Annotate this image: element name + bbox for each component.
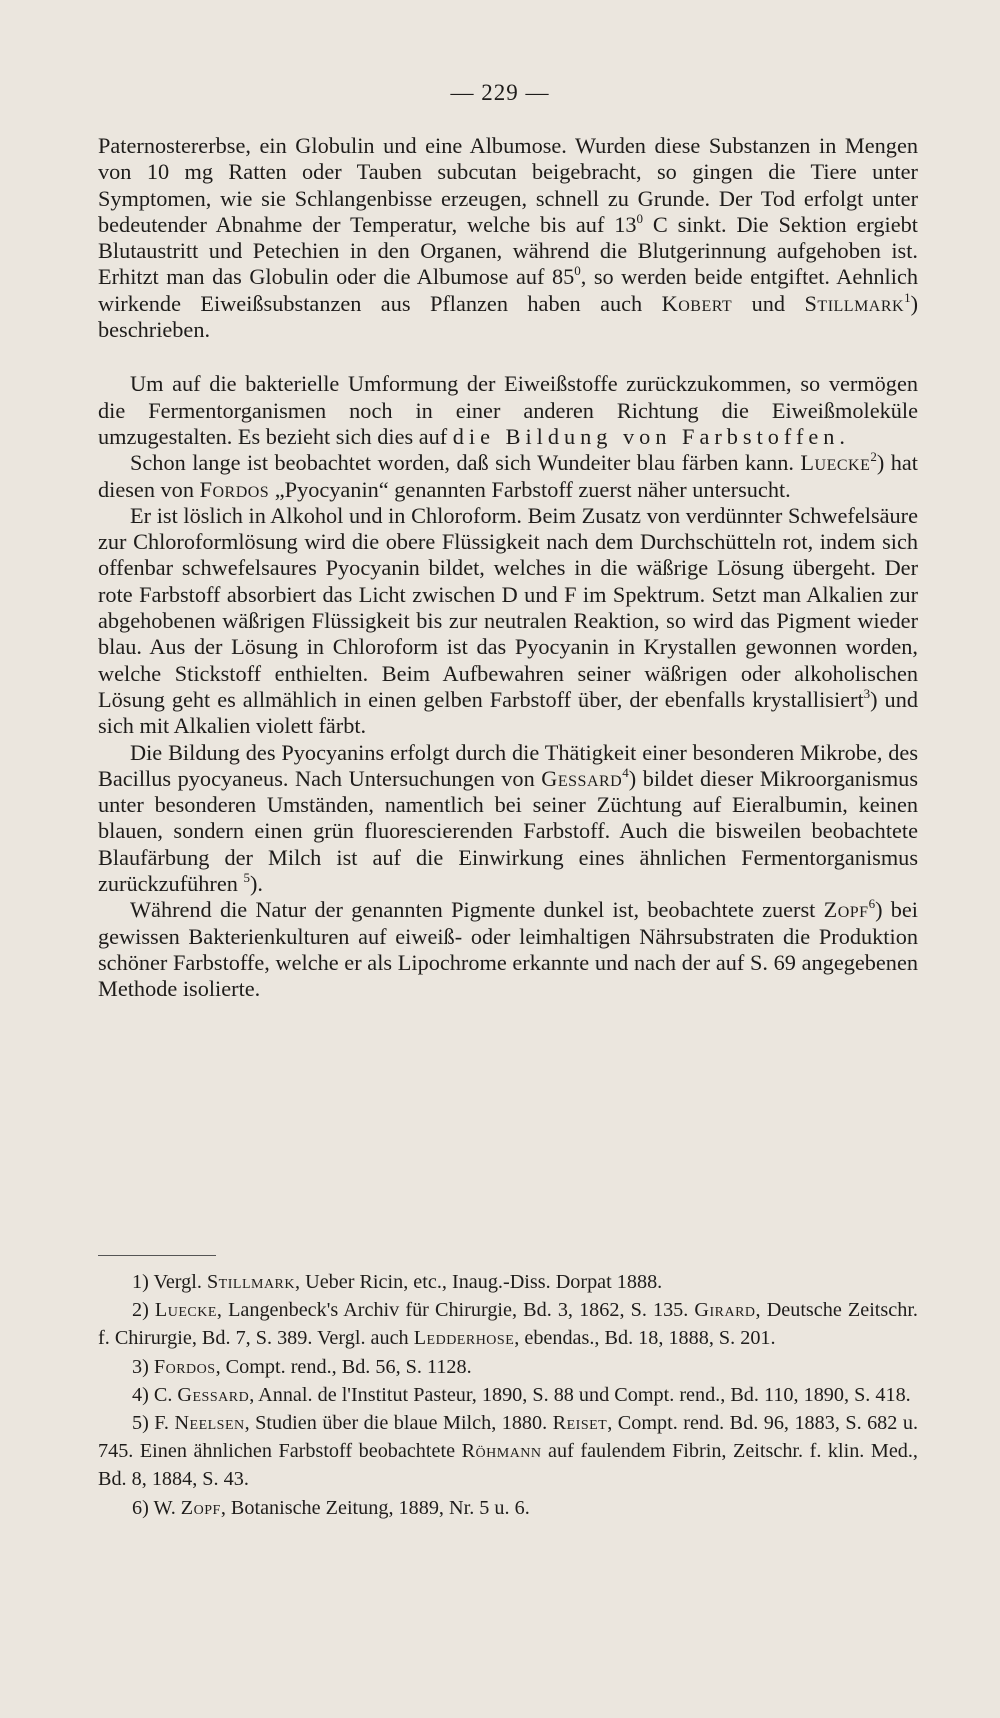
degree-mark: 0 <box>574 263 581 279</box>
footnote-ref[interactable]: 5 <box>243 870 250 886</box>
paragraph-1 <box>98 133 918 343</box>
author-name: Girard <box>694 1299 756 1322</box>
text-run: „Pyocyanin“ genannten Farbstoff zuerst näher untersucht. <box>269 476 791 502</box>
text-run: Er ist löslich in Alkohol und in Chloroform. Beim Zusatz von verdünnter Schwefelsäure zur Chloroformlösung wird die obere Flüssigkeit nach dem Durchschütteln rot, indem sich offenbar schwefelsaures Pyocyanin bildet, welches in die wäßrige Lösung übergeht. Der rote Farbstoff absorbiert das Licht zwischen D und F im Spektrum. Setzt man Alkalien zur abgehobenen wäßrigen Flüssigkeit bis zur neutralen Reaktion, so wird das Pigment wieder blau. Aus der Lösung in Chloroform ist das Pyocyanin in Krystallen gewonnen worden, welche Stickstoff enthielten. Beim Aufbewahren seiner wäßrigen oder alkoholischen Lösung geht es allmählich in einen gelben Farbstoff über, der ebenfalls krystallisiert <box>98 502 918 712</box>
text-run: , Compt. rend., Bd. 56, S. 1128. <box>215 1355 472 1378</box>
author-name: Zopf <box>823 897 869 923</box>
text-run: ). <box>249 871 263 897</box>
author-name: Stillmark <box>804 290 905 316</box>
text-run: Paternostererbse, ein Globulin und eine Albumose. Wurden diese Substanzen in Mengen von 10 mg Ratten oder Tauben subcutan beigebracht, so gingen die Tiere unter Symptomen, wie sie Schlangenbisse erzeugen, schnell zu Grunde. Der Tod erfolgt unter bedeutender Abnahme der Temperatur, welche bis auf 13 <box>98 133 918 237</box>
text-run: 4) C. <box>132 1383 178 1406</box>
footnote-2 <box>98 1296 918 1352</box>
text-run: Schon lange ist beobachtet worden, daß sich Wundeiter blau färben kann. <box>130 450 801 476</box>
author-name: Fordos <box>153 1355 216 1378</box>
author-name: Reiset <box>552 1412 608 1435</box>
text-run: , Ueber Ricin, etc., Inaug.-Diss. Dorpat 1888. <box>295 1271 663 1293</box>
page-number: — 229 — <box>450 80 550 105</box>
text-run: 3) <box>132 1355 154 1378</box>
author-name: Stillmark <box>206 1271 296 1293</box>
text-run: auf faulendem Fibrin, Zeitschr. f. klin. Med., Bd. 8, 1884, S. 43. <box>98 1440 918 1491</box>
text-run: ) bildet dieser Mikroorganismus unter besonderen Umständen, namentlich bei seiner Züchtung auf Eieralbumin, keinen blauen, sondern einen grün fluorescierenden Farbstoff. Auch die bisweilen beobachtete Blaufärbung der Milch ist auf die Einwirkung eines ähnlichen Fermentorganismus zurückzuführen <box>98 765 918 897</box>
text-run: C sinkt. Die Sektion ergiebt Blutaustritt und Petechien in den Organen, während die Blutgerinnung aufgehoben ist. Erhitzt man das Globulin oder die Albumose auf 85 <box>98 211 918 290</box>
text-run: , Botanische Zeitung, 1889, Nr. 5 u. 6. <box>220 1496 530 1519</box>
paragraph-2 <box>98 371 918 450</box>
text-run: Die Bildung des Pyocyanins erfolgt durch die Thätigkeit einer besonderen Mikrobe, des Bacillus pyocyaneus. Nach Untersuchungen von <box>98 739 918 791</box>
text-run: , Deutsche Zeitschr. f. Chirurgie, Bd. 7, S. 389. Vergl. auch <box>98 1299 918 1350</box>
text-run: ) hat diesen von <box>98 450 918 502</box>
author-name: Neelsen <box>174 1412 245 1435</box>
author-name: Luecke <box>154 1299 217 1322</box>
text-run: Während die Natur der genannten Pigmente dunkel ist, beobachtete zuerst <box>130 897 824 923</box>
author-name: Gessard <box>541 765 623 791</box>
text-run: 6) W. <box>132 1496 181 1519</box>
author-name: Gessard <box>177 1383 250 1406</box>
footnotes <box>98 1268 918 1522</box>
author-name: Fordos <box>199 476 270 502</box>
paragraph-6 <box>98 897 918 1002</box>
author-name: Luecke <box>800 450 871 476</box>
author-name: Kobert <box>661 290 733 316</box>
text-run: Um auf die bakterielle Umformung der Eiweißstoffe zurückzukommen, so vermögen die Fermentorganismen noch in einer anderen Richtung die Eiweißmoleküle umzugestalten. Es bezieht sich dies auf <box>98 371 918 449</box>
author-name: Ledderhose <box>413 1327 515 1350</box>
text-run: , Langenbeck's Archiv für Chirurgie, Bd. 3, 1862, S. 135. <box>216 1299 695 1322</box>
footnote-3 <box>98 1353 918 1381</box>
text-run: , Compt. rend. Bd. 96, 1883, S. 682 u. 745. Einen ähnlichen Farbstoff beobachtete <box>98 1412 918 1463</box>
text-run: 1) Vergl. <box>132 1271 207 1293</box>
text-run: ) beschrieben. <box>98 290 919 343</box>
text-run: ) bei gewissen Bakterienkulturen auf eiweiß- oder leimhaltigen Nährsubstraten die Produktion schöner Farbstoffe, welche er als Lipochrome erkannte und nach der auf S. 69 angegebenen Methode isolierte. <box>98 897 918 1002</box>
degree-mark: 0 <box>636 210 644 226</box>
text-run: 2) <box>132 1299 155 1322</box>
text-run: , ebendas., Bd. 18, 1888, S. 201. <box>514 1327 776 1350</box>
paragraph-4 <box>98 503 918 740</box>
text-run: , so werden beide entgiftet. Aehnlich wirkende Eiweißsubstanzen aus Pflanzen haben auch <box>98 264 918 316</box>
footnote-5 <box>98 1409 918 1494</box>
text-run: 5) F. <box>132 1412 175 1435</box>
paragraph-3 <box>98 450 918 503</box>
text-run: , Annal. de l'Institut Pasteur, 1890, S. 88 und Compt. rend., Bd. 110, 1890, S. 418. <box>249 1383 911 1406</box>
footnote-ref[interactable]: 2 <box>870 449 877 465</box>
author-name: Röhmann <box>461 1440 542 1463</box>
footnote-ref[interactable]: 4 <box>622 764 629 780</box>
footnote-ref[interactable]: 3 <box>863 685 871 701</box>
footnote-6 <box>98 1494 918 1522</box>
footnote-4 <box>98 1381 918 1409</box>
text-run: , Studien über die blaue Milch, 1880. <box>244 1412 553 1435</box>
main-text <box>98 133 918 1003</box>
footnote-divider <box>98 1255 216 1256</box>
emphasized-text: die Bildung von Farbstoffen. <box>452 423 851 449</box>
footnote-1 <box>98 1268 918 1296</box>
text-run: ) und sich mit Alkalien violett färbt. <box>98 686 918 739</box>
footnote-ref[interactable]: 6 <box>868 896 876 912</box>
footnote-ref[interactable]: 1 <box>904 289 911 305</box>
paragraph-5 <box>98 740 918 898</box>
text-run: und <box>732 290 805 316</box>
author-name: Zopf <box>180 1496 221 1519</box>
